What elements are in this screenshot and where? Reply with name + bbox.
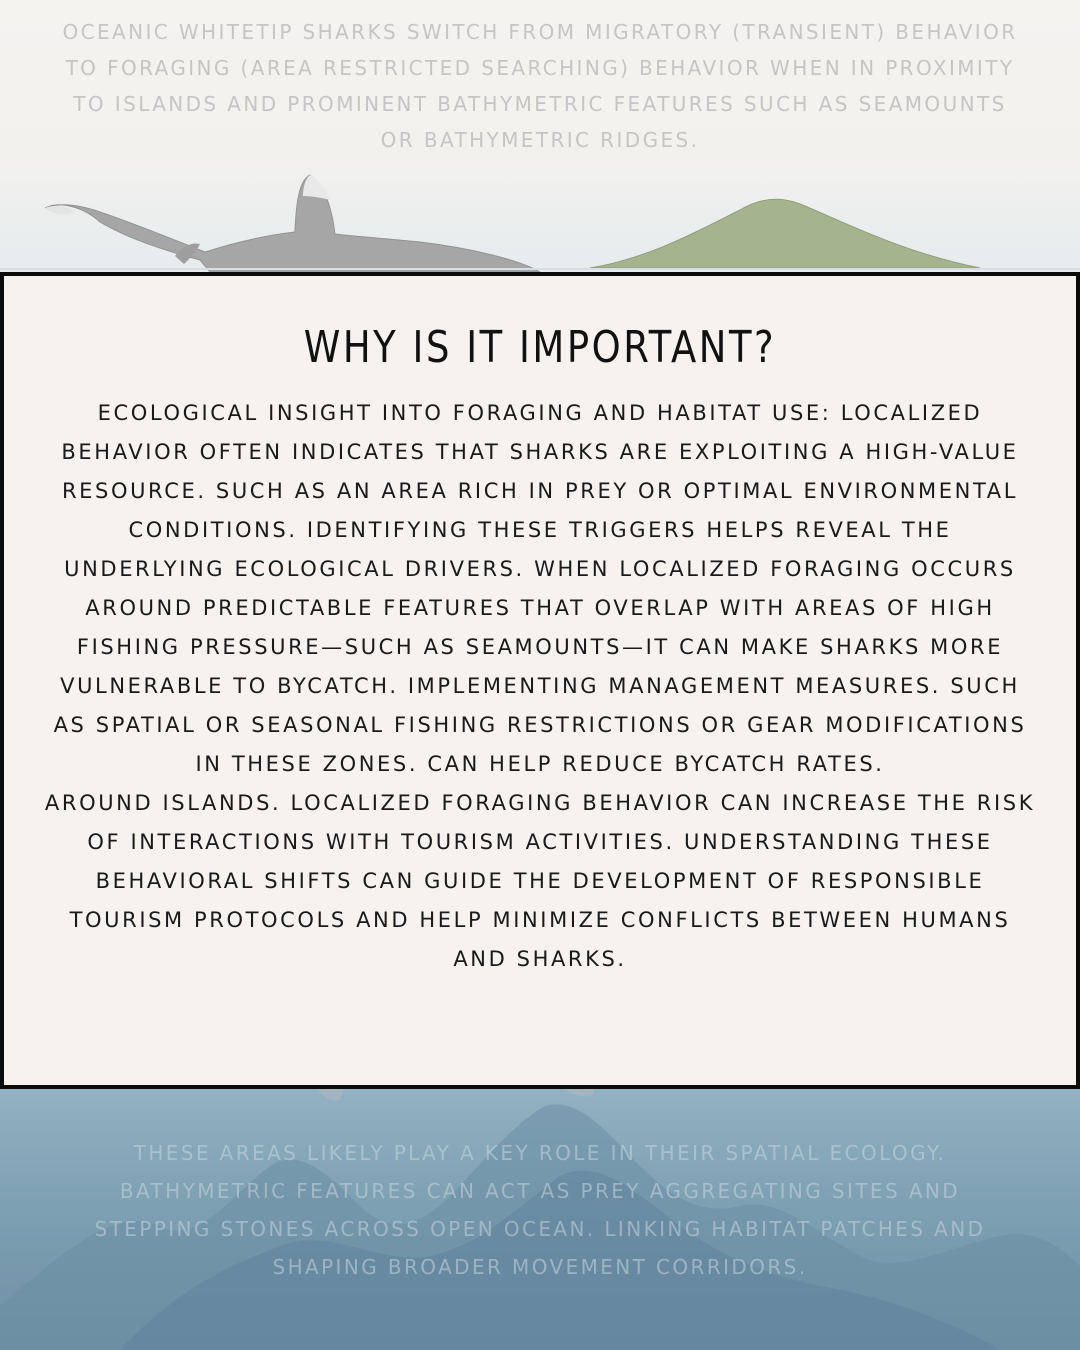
card-body xyxy=(44,394,1036,979)
card-paragraph-tourism: AROUND ISLANDS. LOCALIZED FORAGING BEHAVIOR CAN INCREASE THE RISK OF INTERACTIONS WITH TOURISM ACTIVITIES. UNDERSTANDING THESE BEHAVIORAL SHIFTS CAN GUIDE THE DEVELOPMENT OF RESPONSIBLE TOURISM PROTOCOLS AND HELP MINIMIZE CONFLICTS BETWEEN HUMANS AND SHARKS. xyxy=(44,791,1036,971)
top-caption: OCEANIC WHITETIP SHARKS SWITCH FROM MIGRATORY (TRANSIENT) BEHAVIOR TO FORAGING (AREA RESTRICTED SEARCHING) BEHAVIOR WHEN IN PROXIMITY TO ISLANDS AND PROMINENT BATHYMETRIC FEATURES SUCH AS SEAMOUNTS OR BATHYMETRIC RIDGES. xyxy=(62,20,1018,152)
importance-card xyxy=(0,272,1080,1089)
card-paragraph-ecology: ECOLOGICAL INSIGHT INTO FORAGING AND HABITAT USE: LOCALIZED BEHAVIOR OFTEN INDICATES THAT SHARKS ARE EXPLOITING A HIGH-VALUE RESOURCE. SUCH AS AN AREA RICH IN PREY OR OPTIMAL ENVIRONMENTAL CONDITIONS. IDENTIFYING THESE TRIGGERS HELPS REVEAL THE UNDERLYING ECOLOGICAL DRIVERS. WHEN LOCALIZED FORAGING OCCURS AROUND PREDICTABLE FEATURES THAT OVERLAP WITH AREAS OF HIGH FISHING PRESSURE—SUCH AS SEAMOUNTS—IT CAN MAKE SHARKS MORE VULNERABLE TO BYCATCH. IMPLEMENTING MANAGEMENT MEASURES. SUCH AS SPATIAL OR SEASONAL FISHING RESTRICTIONS OR GEAR MODIFICATIONS IN THESE ZONES. CAN HELP REDUCE BYCATCH RATES. xyxy=(53,401,1027,776)
top-illustration xyxy=(0,160,1080,290)
shark-illustration xyxy=(45,175,540,272)
bottom-caption: THESE AREAS LIKELY PLAY A KEY ROLE IN THEIR SPATIAL ECOLOGY. BATHYMETRIC FEATURES CAN ACT AS PREY AGGREGATING SITES AND STEPPING STONES ACROSS OPEN OCEAN. LINKING HABITAT PATCHES AND SHAPING BROADER MOVEMENT CORRIDORS. xyxy=(94,1141,986,1279)
card-title: WHY IS IT IMPORTANT? xyxy=(303,322,777,373)
island-illustration xyxy=(590,199,980,268)
